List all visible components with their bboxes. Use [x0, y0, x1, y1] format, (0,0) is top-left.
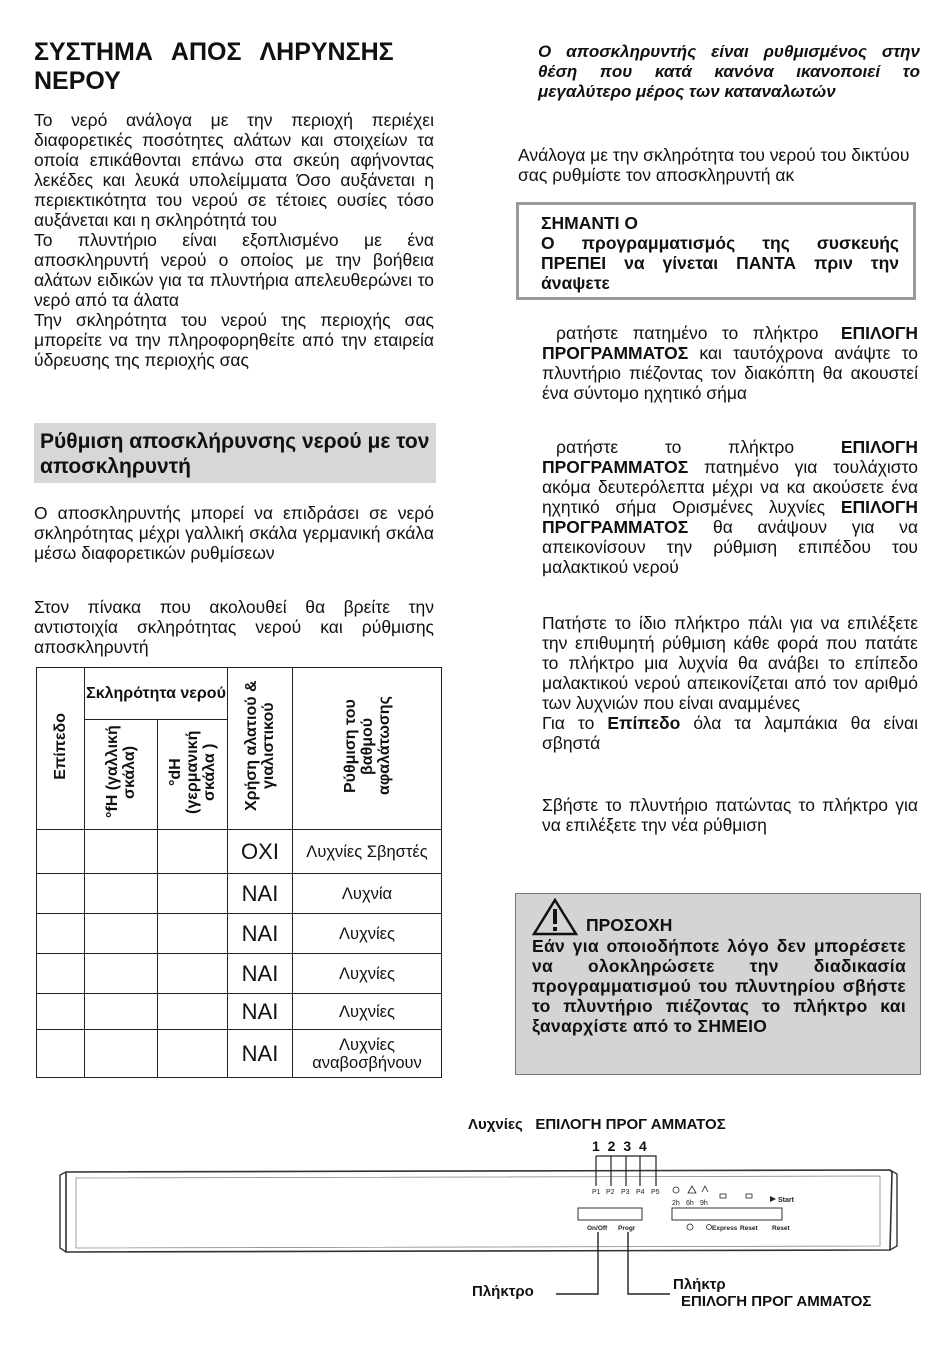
header-salt: Χρήση αλατιού & γιαλιστικού — [228, 668, 293, 830]
header-level: Επίπεδο — [37, 668, 85, 830]
setting-cell: Λυχνίες — [293, 914, 442, 954]
salt-cell: ΝΑΙ — [228, 1030, 293, 1078]
intro-paragraph-3: Την σκληρότητα του νερού της περιοχής σας μπορείτε να την πληροφορηθείτε από την εταιρεία ύδρευσης της περιοχής σας — [34, 310, 434, 370]
table-row — [37, 954, 442, 994]
header-fh: °fH (γαλλική σκάλα) — [85, 720, 158, 830]
step-4: Σβήστε το πλυντήριο πατώντας το πλήκτρο για να επιλέξετε την νέα ρύθμιση — [542, 795, 918, 835]
onoff-button[interactable]: On/Off — [587, 1225, 608, 1232]
small-label: 2h — [672, 1200, 680, 1207]
step-1: ρατήστε πατημένο το πλήκτρο ΕΠΙΛΟΓΗ ΠΡΟΓΡΑΜΜΑΤΟΣ και ταυτόχρονα ανάψτε το πλυντήριο πιέζοντας τον διακόπτη θα ακουστεί ένα σύντομο ηχητικό σήμα — [542, 323, 918, 403]
reset-button-2[interactable]: Reset — [772, 1225, 790, 1232]
step-3: Πατήστε το ίδιο πλήκτρο πάλι για να επιλέξετε την επιθυμητή ρύθμιση κάθε φορά που πατάτε το πλήκτρο μια λυχνία θα ανάβει το επίπεδο μαλακτικού νερού απεικονίζεται από τον αριθμό των λυχνιών που είναι αναμμένες Για το Επίπεδο όλα τα λαμπάκια θα είναι σβηστά — [542, 613, 918, 753]
warning-text: Εάν για οποιοδήποτε λόγο δεν μπορέσετε να ολοκληρώσετε την διαδικασία προγραμματισμού του πλυντηρίου σβήστε το πλυντήριο πιέζοντας το πλήκτρο και ξαναρχίστε από το ΣΗΜΕΙΟ — [532, 936, 906, 1036]
important-text: Ο προγραμματισμός της συσκευής ΠΡΕΠΕΙ να γίνεται ΠΑΝΤΑ πριν την άναψετε — [541, 233, 899, 293]
right-intro: Ανάλογα με την σκληρότητα του νερού του δικτύου σας ρυθμίστε τον αποσκληρυντή ακ — [518, 145, 910, 185]
setting-cell: Λυχνίες αναβοσβήνουν — [293, 1030, 442, 1078]
small-label: 6h — [686, 1200, 694, 1207]
salt-cell: ΝΑΙ — [228, 994, 293, 1030]
express-button[interactable]: Express — [712, 1225, 738, 1232]
step-2-key: ΕΠΙΛΟΓΗ ΠΡΟΓΡΑΜΜΑΤΟΣ — [542, 437, 918, 477]
table-row — [37, 874, 442, 914]
lamp-label: P1 — [592, 1189, 601, 1196]
setting-cell: Λυχνίες — [293, 994, 442, 1030]
step-1-key: ΕΠΙΛΟΓΗ ΠΡΟΓΡΑΜΜΑΤΟΣ — [542, 323, 918, 363]
table-row — [37, 914, 442, 954]
table-row — [37, 994, 442, 1030]
warning-box — [515, 893, 921, 1075]
section-heading: Ρύθμιση αποσκλήρυνσης νερού με τον αποσκληρυντή — [40, 430, 430, 478]
table-row — [37, 830, 442, 874]
bottom-left-label: Πλήκτρο — [472, 1283, 534, 1300]
progr-button[interactable]: Progr — [618, 1225, 636, 1232]
setting-cell: Λυχνία — [293, 874, 442, 914]
intro-paragraph-2: Το πλυντήριο είναι εξοπλισμένο με ένα αποσκληρυντή νερού ο οποίος με την βοήθεια αλάτων ειδικών για τα πλυντήρια απελευθερώνει το νερό από τα άλατα — [34, 230, 434, 310]
section-heading-box — [34, 423, 436, 483]
page-title: ΣΥΣΤΗΜΑ ΑΠΟΣ ΛΗΡΥΝΣΗΣ ΝΕΡΟΥ — [34, 38, 394, 95]
lamp-label: P3 — [621, 1189, 630, 1196]
lamp-label: P5 — [651, 1189, 660, 1196]
hardness-table — [36, 667, 442, 1078]
factory-setting-note: Ο αποσκληρυντής είναι ρυθμισμένος στην θέση που κατά κανόνα ικανοποιεί το μεγαλύτερο μέρος των καταναλωτών — [538, 42, 920, 101]
header-setting: Ρύθμιση του βαθμού αφαλάτωσης — [293, 668, 442, 830]
warning-triangle-icon — [532, 898, 578, 936]
lamp-label: P4 — [636, 1189, 645, 1196]
small-label: 9h — [700, 1200, 708, 1207]
intro-text — [34, 110, 434, 370]
reset-button[interactable]: Reset — [740, 1225, 758, 1232]
section-paragraph-1: Ο αποσκληρυντής μπορεί να επιδράσει σε νερό σκληρότητας μέχρι γαλλική σκάλα γερμανική σκάλα μέσω διαφορετικών ρυθμίσεων — [34, 503, 434, 563]
setting-cell: Λυχνίες — [293, 954, 442, 994]
diagram-top-label: Λυχνίες ΕΠΙΛΟΓΗ ΠΡΟΓ ΑΜΜΑΤΟΣ — [468, 1116, 726, 1133]
lamp-numbers: 1 2 3 4 — [592, 1138, 649, 1154]
section-paragraph-2: Στον πίνακα που ακολουθεί θα βρείτε την αντιστοιχία σκληρότητας νερού και ρύθμισης αποσκληρυντή — [34, 597, 434, 657]
step-2: ρατήστε το πλήκτρο ΕΠΙΛΟΓΗ ΠΡΟΓΡΑΜΜΑΤΟΣ πατημένο για τουλάχιστο ακόμα δευτερόλεπτα μέχρι να κα ακούσετε ένα ηχητικό σήμα Ορισμένες λυχνίες ΕΠΙΛΟΓΗ ΠΡΟΓΡΑΜΜΑΤΟΣ θα ανάψουν για να απεικονίσουν την ρύθμιση επιπέδου του μαλακτικού νερού — [542, 437, 918, 577]
header-dh: °dH (γερμανική σκάλα ) — [158, 720, 228, 830]
intro-paragraph-1: Το νερό ανάλογα με την περιοχή περιέχει διαφορετικές ποσότητες αλάτων και στοιχείων τα οποία επικάθονται επάνω στα σκεύη αφήνοντας λεκέδες και λευκά υπολείμματα Όσο αυξάνεται η περιεκτικότητα του νερού σε τέτοιες ουσίες τόσο αυξάνεται και η σκληρότητά του — [34, 110, 434, 230]
salt-cell: ΝΑΙ — [228, 874, 293, 914]
step-2-key-2: ΕΠΙΛΟΓΗ ΠΡΟΓΡΑΜΜΑΤΟΣ — [542, 497, 918, 537]
lamp-label: P2 — [606, 1189, 615, 1196]
table-row — [37, 1030, 442, 1078]
header-hardness: Σκληρότητα νερού — [85, 668, 228, 720]
salt-cell: ΝΑΙ — [228, 954, 293, 994]
svg-text:Start: Start — [778, 1197, 794, 1204]
salt-cell: ΝΑΙ — [228, 914, 293, 954]
setting-cell: Λυχνίες Σβηστές — [293, 830, 442, 874]
warning-title: ΠΡΟΣΟΧΗ — [586, 915, 673, 935]
important-box — [516, 202, 916, 300]
bottom-right-label: Πλήκτρ ΕΠΙΛΟΓΗ ΠΡΟΓ ΑΜΜΑΤΟΣ — [673, 1276, 872, 1310]
salt-cell: ΟΧΙ — [228, 830, 293, 874]
important-title: ΣΗΜΑΝΤΙ Ο — [541, 213, 639, 233]
